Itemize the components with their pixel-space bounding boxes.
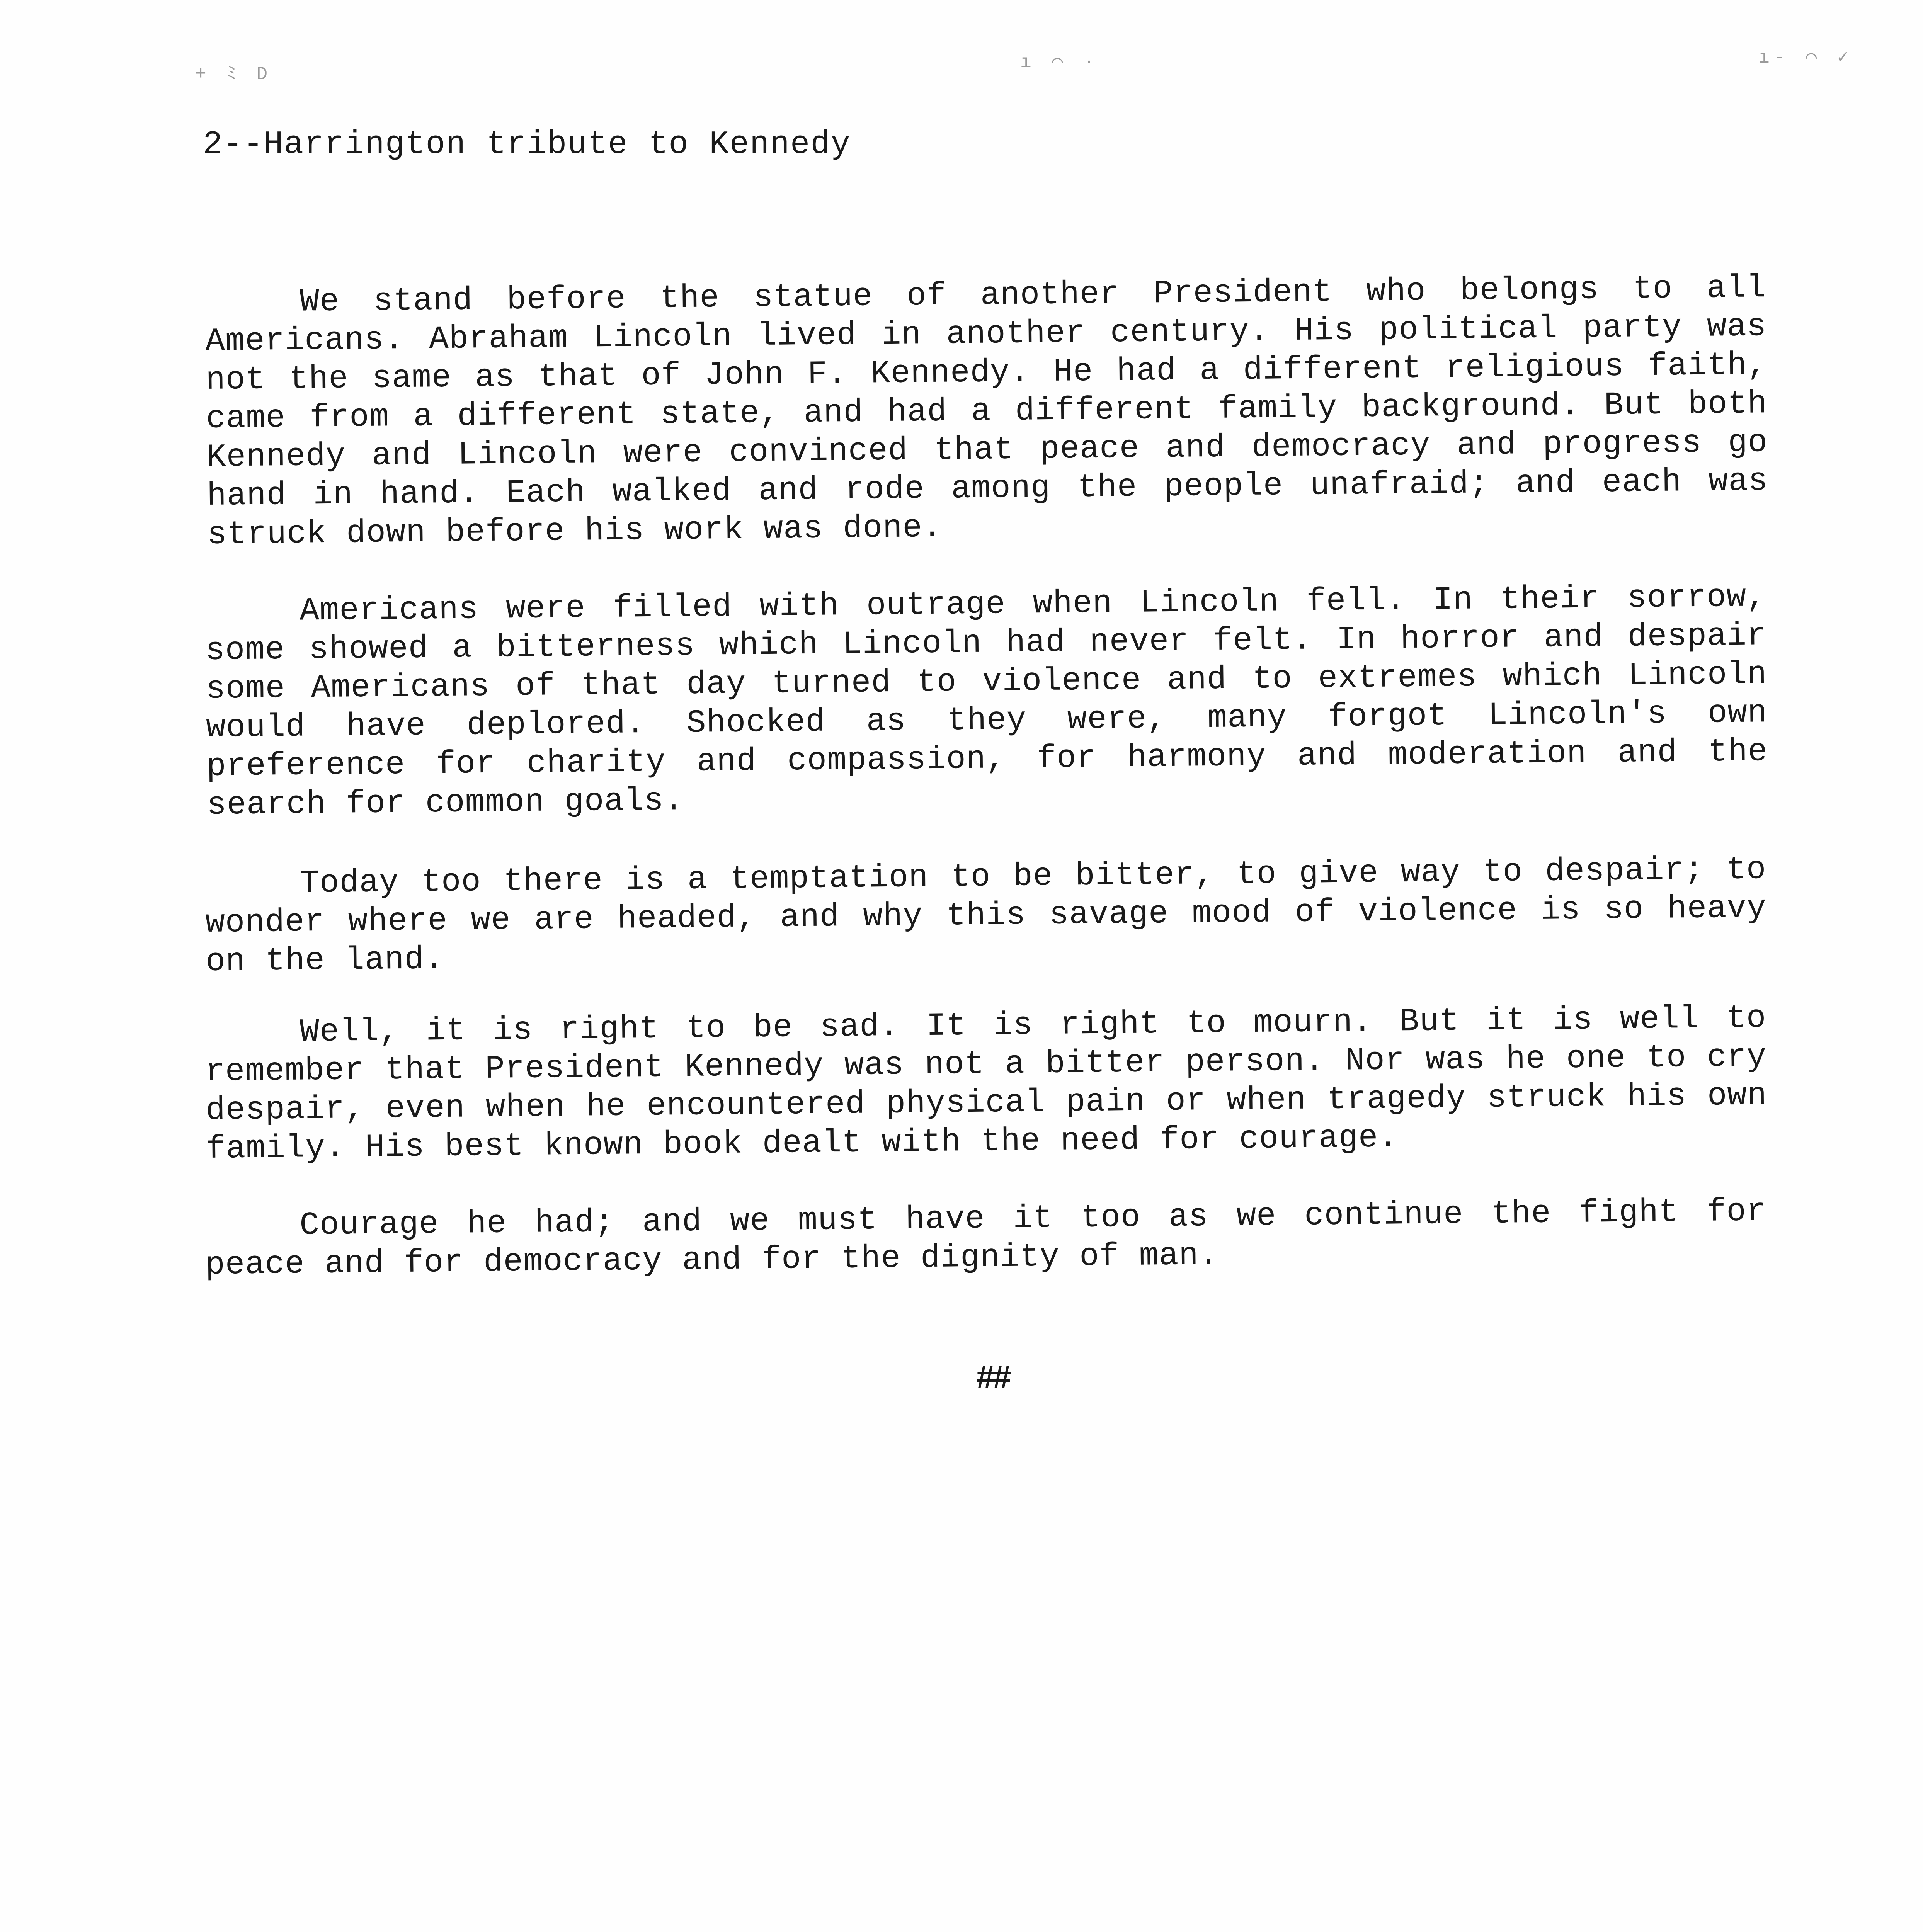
paragraph-5: Courage he had; and we must have it too as we continue the fight for peace and for democracy and for the dignity of man. — [205, 1193, 1766, 1284]
faint-header-mark-right: ı- ⌒ ✓ — [1758, 48, 1853, 68]
paragraph-1: We stand before the statue of another President who belongs to all Americans. Abraham Lincoln lived in another century. His political party was not the same as that of John F. Kennedy. He had a different religious faith, came from a different state, and had a different family background. But both Kennedy and Lincoln were convinced that peace and democracy and progress go hand in hand. Each walked and rode among the people unafraid; and each was struck down before his work was done. — [205, 270, 1768, 553]
end-mark: ## — [976, 1361, 1009, 1398]
faint-header-mark-left: + ﾐ D — [195, 64, 272, 85]
document-heading: 2--Harrington tribute to Kennedy — [203, 126, 851, 163]
paragraph-2: Americans were filled with outrage when Lincoln fell. In their sorrow, some showed a bitterness which Lincoln had never felt. In horror and despair some Americans of that day turned to violence and to extremes which Lincoln would have deplored. Shocked as they were, many forgot Lincoln's own preference for charity and compassion, for harmony and moderation and the search for common goals. — [205, 579, 1768, 824]
paragraph-4: Well, it is right to be sad. It is right to mourn. But it is well to remember that President Kennedy was not a bitter person. Nor was he one to cry despair, even when he encountered physical pain or when tragedy struck his own family. His best known book dealt with the need for courage. — [205, 1000, 1767, 1168]
paragraph-3: Today too there is a temptation to be bitter, to give way to despair; to wonder where we are headed, and why this savage mood of violence is so heavy on the land. — [205, 851, 1767, 980]
faint-header-mark-center: ı ⌒ · — [1020, 52, 1099, 73]
